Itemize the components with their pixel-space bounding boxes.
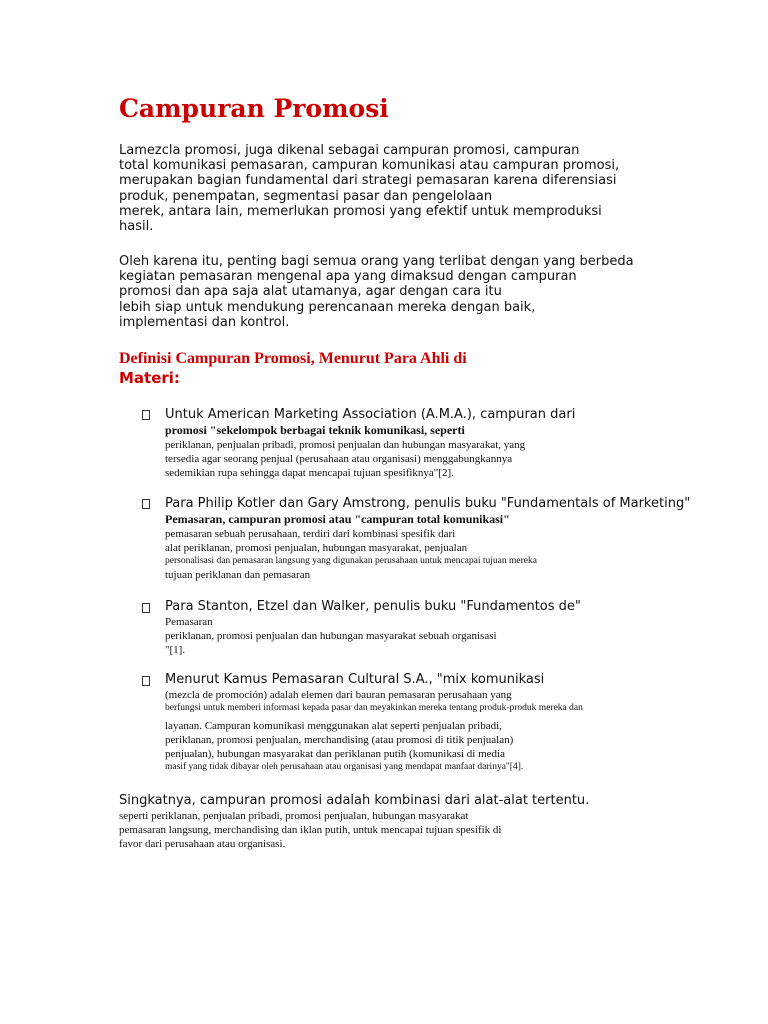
list-line: pemasaran sebuah perusahaan, terdiri dari kombinasi spesifik dari <box>165 528 456 540</box>
list-line: Menurut Kamus Pemasaran Cultural S.A., "mix komunikasi <box>165 672 545 687</box>
summary-line: pemasaran langsung, merchandising dan iklan putih, untuk mencapai tujuan spesifik di <box>119 824 502 836</box>
summary-line: favor dari perusahaan atau organisasi. <box>119 838 286 850</box>
paragraph-line: Oleh karena itu, penting bagi semua orang yang terlibat dengan yang berbeda <box>119 254 634 269</box>
list-line: periklanan, penjualan pribadi, promosi penjualan dan hubungan masyarakat, yang <box>165 439 526 451</box>
list-line: personalisasi dan pemasaran langsung yang digunakan perusahaan untuk mencapai tujuan mereka <box>165 556 537 566</box>
paragraph-line: promosi dan apa saja alat utamanya, agar dengan cara itu <box>119 284 502 300</box>
bullet-icon <box>142 676 150 686</box>
intro-line: merupakan bagian fundamental dari strategi pemasaran karena diferensiasi <box>119 173 617 189</box>
list-line: promosi "sekelompok berbagai teknik komunikasi, seperti <box>165 423 465 437</box>
list-item <box>165 672 583 774</box>
intro-line: hasil. <box>119 219 154 235</box>
list-line: berfungsi untuk memberi informasi kepada pasar dan meyakinkan mereka tentang produk-produk mereka dan <box>165 703 583 713</box>
list-line: layanan. Campuran komunikasi menggunakan alat seperti penjualan pribadi, <box>165 720 502 732</box>
intro-paragraph <box>119 143 619 234</box>
second-paragraph <box>119 254 634 330</box>
list-line: masif yang tidak dibayar oleh perusahaan atau organisasi yang mendapat manfaat darinya"[4]. <box>165 762 524 772</box>
intro-line: produk, penempatan, segmentasi pasar dan pengelolaan <box>119 188 493 204</box>
list-line: alat periklanan, promosi penjualan, hubungan masyarakat, penjualan <box>165 542 468 554</box>
list-line: Pemasaran, campuran promosi atau "campuran total komunikasi" <box>165 512 510 526</box>
list-item <box>165 407 575 480</box>
list-line: tujuan periklanan dan pemasaran <box>165 569 311 581</box>
list-line: tersedia agar seorang penjual (perusahaan atau organisasi) menggabungkannya <box>165 453 513 465</box>
list-item <box>165 496 690 582</box>
list-line: periklanan, promosi penjualan dan hubungan masyarakat sebuah organisasi <box>165 630 497 642</box>
list-line: Pemasaran <box>165 616 213 628</box>
bullet-icon <box>142 410 150 420</box>
summary-paragraph <box>119 793 589 851</box>
intro-line: total komunikasi pemasaran, campuran komunikasi atau campuran promosi, <box>119 158 620 174</box>
intro-line: merek, antara lain, memerlukan promosi yang efektif untuk memproduksi <box>119 203 602 219</box>
section-heading-line: Definisi Campuran Promosi, Menurut Para Ahli di <box>119 350 467 367</box>
intro-line: Lamezcla promosi, juga dikenal sebagai campuran promosi, campuran <box>119 143 580 158</box>
section-heading-line: Materi: <box>119 369 180 387</box>
list-line: periklanan, promosi penjualan, merchandising (atau promosi di titik penjualan) <box>165 734 514 746</box>
summary-line: Singkatnya, campuran promosi adalah kombinasi dari alat-alat tertentu. <box>119 793 590 808</box>
section-heading <box>119 349 467 388</box>
list-line: "[1]. <box>165 644 186 656</box>
list-item <box>165 599 581 657</box>
page-title: Campuran Promosi <box>119 94 389 123</box>
summary-line: seperti periklanan, penjualan pribadi, promosi penjualan, hubungan masyarakat <box>119 810 469 822</box>
paragraph-line: lebih siap untuk mendukung perencanaan mereka dengan baik, <box>119 299 536 315</box>
list-line: sedemikian rupa sehingga dapat mencapai tujuan spesifiknya"[2]. <box>165 467 454 479</box>
paragraph-line: implementasi dan kontrol. <box>119 314 290 330</box>
bullet-icon <box>142 603 150 613</box>
list-line: Untuk American Marketing Association (A.M.A.), campuran dari <box>165 407 576 422</box>
list-line: (mezcla de promoción) adalah elemen dari bauran pemasaran perusahaan yang <box>165 689 512 701</box>
list-line: Para Philip Kotler dan Gary Amstrong, penulis buku "Fundamentals of Marketing" <box>165 496 691 511</box>
bullet-icon <box>142 499 150 509</box>
list-line: penjualan), hubungan masyarakat dan periklanan putih (komunikasi di media <box>165 748 505 760</box>
list-line: Para Stanton, Etzel dan Walker, penulis buku "Fundamentos de" <box>165 599 581 614</box>
paragraph-line: kegiatan pemasaran mengenal apa yang dimaksud dengan campuran <box>119 269 577 285</box>
